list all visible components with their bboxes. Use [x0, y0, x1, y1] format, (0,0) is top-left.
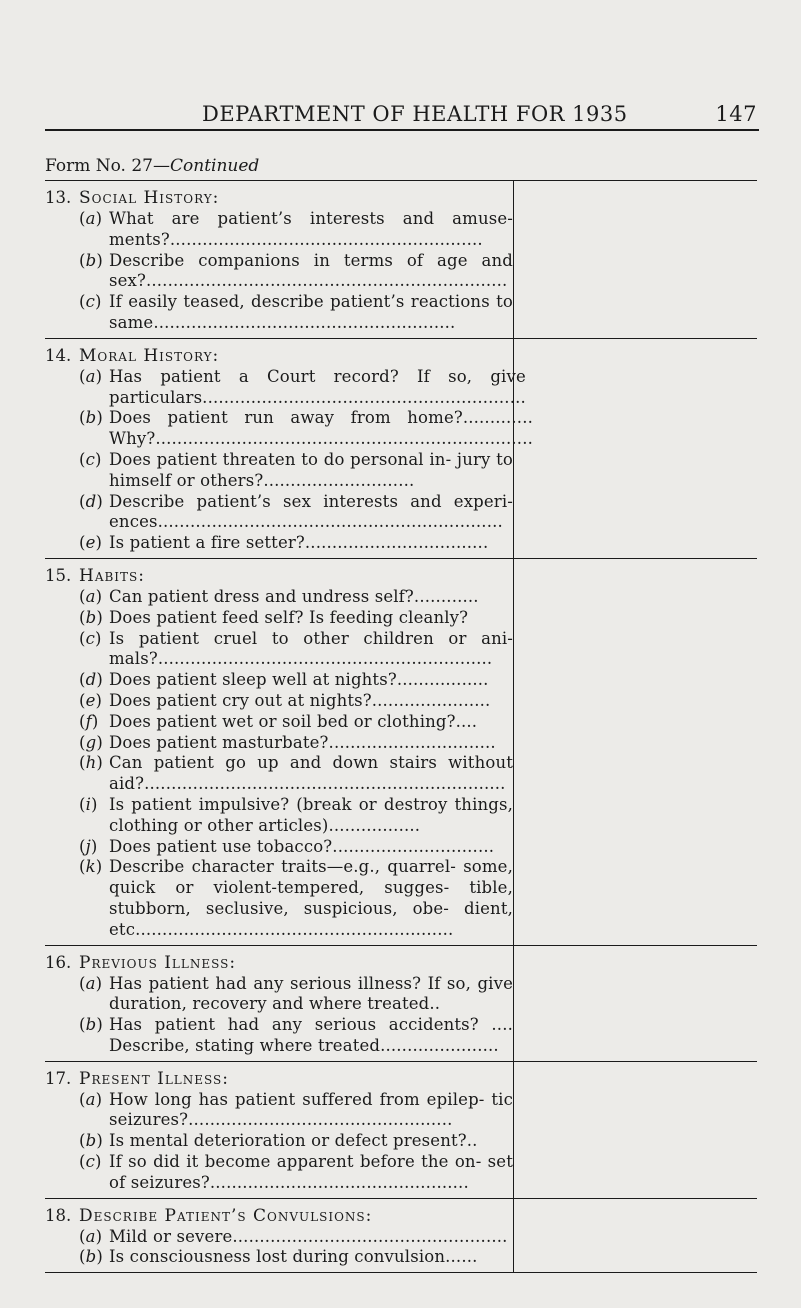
item-letter: j [85, 836, 91, 856]
item-letter: k [85, 857, 96, 877]
item-text: Is mental deterioration or defect present?.. [109, 1131, 478, 1151]
item-text: Does patient wet or soil bed or clothing?.... [109, 711, 478, 731]
question-item [79, 587, 513, 608]
item-text: Is patient a fire setter?.................................. [109, 533, 489, 553]
item-letter: e [85, 690, 96, 710]
item-letter: a [85, 1089, 96, 1109]
question-item [79, 450, 513, 492]
item-label: (b) [79, 607, 103, 627]
form-section [45, 1198, 757, 1274]
section-title: Describe Patient’s Convulsions: [79, 1205, 373, 1226]
form-section [45, 180, 757, 338]
section-heading [45, 952, 513, 974]
answer-column[interactable] [513, 1199, 757, 1273]
item-letter: d [85, 670, 97, 690]
answer-column[interactable] [513, 559, 757, 945]
question-item [79, 1131, 513, 1152]
item-label: (b) [79, 250, 103, 270]
section-heading [45, 187, 513, 209]
question-item [79, 1152, 513, 1194]
question-item [79, 712, 513, 733]
item-text: Mild or severe................................................... [109, 1226, 508, 1246]
question-column [45, 181, 513, 338]
question-item [79, 608, 513, 629]
item-label: (h) [79, 753, 103, 773]
form-title [45, 156, 259, 176]
item-text: If easily teased, describe patient’s reactions to same........................................................ [109, 292, 513, 332]
section-heading [45, 345, 513, 367]
item-label: (a) [79, 586, 103, 606]
section-title: Present Illness: [79, 1068, 229, 1089]
question-item [79, 533, 513, 554]
item-letter: b [85, 1131, 97, 1151]
item-label: (f) [79, 711, 99, 731]
question-item [79, 366, 526, 409]
question-item [79, 733, 513, 754]
item-letter: b [85, 408, 97, 428]
question-item [79, 753, 513, 795]
question-item [79, 837, 513, 858]
item-label: (b) [79, 1131, 103, 1151]
question-item [79, 974, 513, 1016]
question-item [79, 795, 513, 837]
item-text: Does patient run away from home?............. Why?...................................................................... [109, 408, 533, 449]
section-title: Habits: [79, 565, 146, 586]
question-item [79, 1247, 513, 1268]
item-text: Does patient masturbate?............................... [109, 732, 496, 752]
item-label: (d) [79, 670, 103, 690]
question-column [45, 559, 513, 945]
item-text: Describe character traits—e.g., quarrel- some, quick or violent-tempered, sugges- tible, stubborn, seclusive, suspicious, obe- dient, etc........................................................... [109, 857, 513, 939]
item-label: (b) [79, 1247, 103, 1267]
item-text: Does patient feed self? Is feeding cleanly? [109, 607, 469, 627]
section-title: Moral History: [79, 345, 220, 366]
form-section [45, 1061, 757, 1198]
question-item [79, 408, 533, 450]
question-column [45, 946, 513, 1061]
item-letter: d [85, 491, 97, 511]
item-letter: a [85, 973, 96, 993]
item-text: Can patient go up and down stairs without aid?................................................................... [109, 753, 513, 794]
question-column [45, 339, 533, 558]
item-letter: e [85, 533, 96, 553]
item-text: Describe patient’s sex interests and experi- ences................................................................ [109, 491, 513, 532]
item-label: (i) [79, 794, 98, 814]
item-label: (a) [79, 366, 103, 386]
item-text: Does patient sleep well at nights?................. [109, 670, 489, 690]
question-item [79, 1090, 513, 1132]
section-number: 15. [45, 565, 72, 585]
section-title: Social History: [79, 188, 220, 208]
item-text: What are patient’s interests and amuse- ments?.......................................................... [109, 209, 513, 249]
item-label: (c) [79, 628, 102, 648]
item-text: Has patient a Court record? If so, give particulars............................................................ [109, 366, 526, 407]
item-text: Is consciousness lost during convulsion...... [109, 1247, 478, 1267]
item-label: (e) [79, 690, 103, 710]
item-label: (d) [79, 491, 103, 511]
item-text: Does patient use tobacco?.............................. [109, 836, 495, 856]
form-section [45, 558, 757, 945]
section-heading [45, 1205, 513, 1227]
item-label: (j) [79, 836, 98, 856]
item-label: (a) [79, 973, 103, 993]
question-item [79, 1227, 513, 1248]
item-text: Has patient had any serious illness? If so, give duration, recovery and where treated.. [109, 973, 513, 1014]
item-label: (k) [79, 857, 103, 877]
question-item [79, 629, 513, 671]
question-item [79, 209, 513, 251]
question-item [79, 492, 513, 534]
item-letter: h [85, 753, 97, 773]
item-text: Can patient dress and undress self?............ [109, 586, 479, 606]
item-text: Has patient had any serious accidents? .... Describe, stating where treated...................... [109, 1015, 513, 1055]
item-letter: a [85, 366, 96, 386]
question-item [79, 670, 513, 691]
question-item [79, 292, 513, 334]
section-number: 14. [45, 345, 72, 365]
item-letter: b [85, 1247, 97, 1267]
item-letter: i [85, 794, 92, 814]
page-number: 147 [715, 102, 757, 126]
item-label: (c) [79, 449, 102, 469]
item-label: (a) [79, 1226, 103, 1246]
item-text: Does patient cry out at nights?...................... [109, 690, 491, 710]
page-title: DEPARTMENT OF HEALTH FOR 1935 [202, 102, 628, 126]
item-text: Is patient impulsive? (break or destroy things, clothing or other articles)................. [109, 794, 513, 835]
item-letter: a [85, 586, 96, 606]
item-label: (c) [79, 292, 102, 312]
question-item [79, 691, 513, 712]
item-label: (a) [79, 1089, 103, 1109]
section-number: 16. [45, 952, 72, 972]
item-letter: g [85, 732, 97, 752]
item-label: (a) [79, 209, 103, 228]
item-letter: b [85, 607, 97, 627]
page-header [45, 102, 757, 126]
item-letter: f [85, 711, 92, 731]
question-item [79, 857, 513, 940]
question-column [45, 1199, 513, 1273]
form-table [45, 180, 757, 1273]
answer-column[interactable] [513, 181, 757, 338]
header-rule [45, 129, 759, 131]
section-heading [45, 565, 513, 587]
item-text: If so did it become apparent before the on- set of seizures?................................................ [109, 1152, 513, 1192]
question-item [79, 1015, 513, 1057]
item-letter: c [85, 449, 95, 469]
answer-column[interactable] [513, 946, 757, 1061]
item-label: (e) [79, 533, 103, 553]
item-text: Does patient threaten to do personal in- jury to himself or others?............................ [109, 449, 513, 490]
question-column [45, 1062, 513, 1198]
answer-column[interactable] [513, 339, 757, 558]
item-letter: b [85, 250, 97, 270]
item-letter: a [85, 1226, 96, 1246]
form-section [45, 338, 757, 558]
section-number: 13. [45, 188, 72, 207]
form-name: Form No. 27 [45, 156, 154, 176]
section-heading [45, 1068, 513, 1090]
item-letter: c [85, 628, 95, 648]
item-letter: c [85, 292, 95, 312]
section-number: 17. [45, 1068, 72, 1088]
answer-column[interactable] [513, 1062, 757, 1198]
question-item [79, 251, 513, 293]
item-label: (b) [79, 408, 103, 428]
item-text: Describe companions in terms of age and sex?................................................................... [109, 250, 513, 291]
item-label: (b) [79, 1015, 103, 1035]
item-letter: c [85, 1152, 95, 1172]
section-title: Previous Illness: [79, 952, 237, 973]
form-section [45, 945, 757, 1061]
item-label: (c) [79, 1152, 102, 1172]
section-number: 18. [45, 1205, 72, 1225]
form-continued: —Continued [153, 156, 260, 176]
item-letter: a [85, 209, 96, 228]
item-letter: b [85, 1015, 97, 1035]
item-text: How long has patient suffered from epilep- tic seizures?................................................. [109, 1089, 513, 1130]
item-label: (g) [79, 732, 103, 752]
item-text: Is patient cruel to other children or ani- mals?.............................................................. [109, 628, 513, 669]
